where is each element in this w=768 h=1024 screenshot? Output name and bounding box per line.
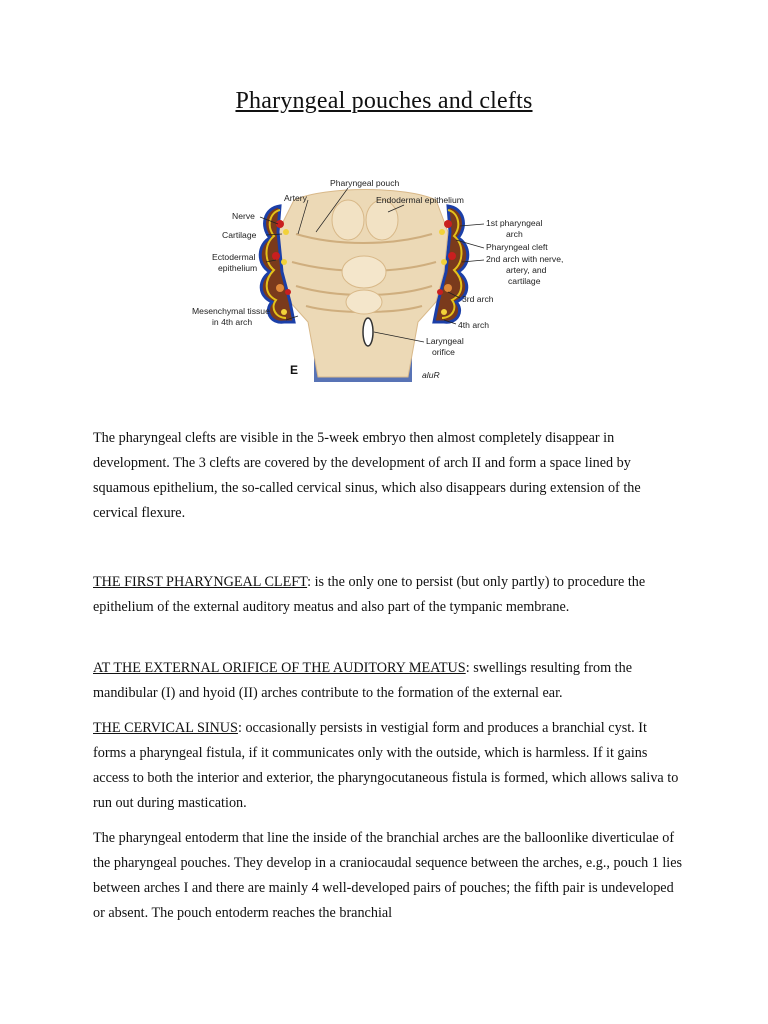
label-fourth-arch: 4th arch (458, 320, 490, 330)
midline-swelling (342, 256, 386, 288)
heading-first-cleft: THE FIRST PHARYNGEAL CLEFT (93, 574, 308, 590)
label-laryngeal-2: orifice (432, 347, 455, 357)
label-nerve: Nerve (232, 211, 255, 221)
label-artery: Artery (284, 193, 307, 203)
paragraph-entoderm: The pharyngeal entoderm that line the inside of the branchial arches are the balloonlike diverticulae of the pharyngeal pouches. They develop in a craniocaudal sequence between the arches, e.g., pouch 1 lies between arches I and there are mainly 4 well-developed pairs of pouches; the fifth pair is undeveloped or absent. The pouch entoderm reaches the branchial (93, 830, 683, 921)
text-external-orifice: : swellings resulting from the mandibular (I) and hyoid (II) arches contribute to the formation of the external ear. (93, 660, 632, 701)
paragraph-first-cleft (93, 570, 683, 620)
label-panel-letter: E (290, 363, 299, 377)
tongue-bump (366, 200, 398, 240)
label-second-arch-3: cartilage (508, 276, 541, 286)
page-title: Pharyngeal pouches and clefts (235, 88, 533, 114)
label-second-arch-2: artery, and (506, 265, 547, 275)
label-first-arch-1: 1st pharyngeal (486, 218, 543, 228)
label-third-arch: 3rd arch (462, 294, 494, 304)
label-mesenchymal-1: Mesenchymal tissue (192, 306, 270, 316)
heading-cervical-sinus: THE CERVICAL SINUS (93, 720, 238, 736)
label-cartilage: Cartilage (222, 230, 257, 240)
paragraph-intro: The pharyngeal clefts are visible in the 5-week embryo then almost completely disappear in development. The 3 clefts are covered by the development of arch II and form a space lined by squamous epithelium, the so-called cervical sinus, which also disappears during extension of the cervical flexure. (93, 430, 641, 521)
label-mesenchymal-2: in 4th arch (212, 317, 253, 327)
label-pharyngeal-pouch: Pharyngeal pouch (330, 178, 400, 188)
pharyngeal-arches-diagram (186, 172, 586, 390)
label-first-arch-2: arch (506, 229, 523, 239)
label-pharyngeal-cleft: Pharyngeal cleft (486, 242, 548, 252)
pharyngeal-arches-figure (186, 172, 586, 390)
label-endodermal-epithelium: Endodermal epithelium (376, 195, 464, 205)
heading-external-orifice: AT THE EXTERNAL ORIFICE OF THE AUDITORY MEATUS (93, 660, 466, 676)
label-ectodermal-1: Ectodermal (212, 252, 256, 262)
artist-signature: aluR (422, 370, 440, 380)
label-ectodermal-2: epithelium (218, 263, 258, 273)
text-cervical-sinus: : occasionally persists in vestigial form and produces a branchial cyst. It forms a pharyngeal fistula, if it communicates only with the outside, which is harmless. If it gains access to both the interior and exterior, the pharyngocutaneous fistula is formed, which allows saliva to run out during mastication. (93, 720, 679, 811)
label-second-arch-1: 2nd arch with nerve, (486, 254, 564, 264)
paragraph-external-orifice (93, 656, 683, 706)
midline-swelling (346, 290, 382, 314)
label-laryngeal-1: Laryngeal (426, 336, 464, 346)
paragraph-cervical-sinus (93, 716, 683, 816)
laryngeal-orifice (363, 318, 373, 346)
tongue-bump (332, 200, 364, 240)
text-first-cleft: : is the only one to persist (but only partly) to procedure the epithelium of the external auditory meatus and also part of the tympanic membrane. (93, 574, 646, 615)
